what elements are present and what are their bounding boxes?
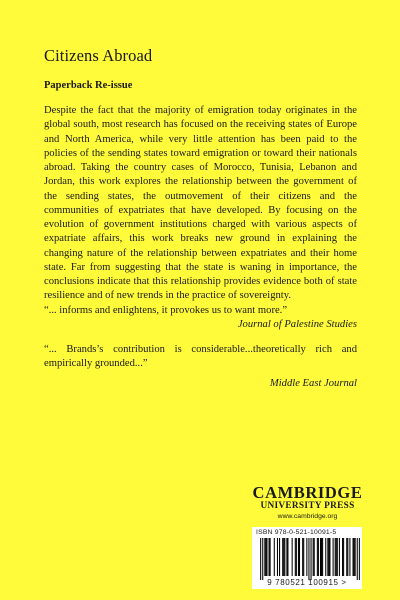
- barcode-bar: [284, 538, 285, 576]
- barcode-bar: [308, 538, 309, 580]
- review-quote-1: [44, 304, 357, 333]
- barcode-bar: [292, 538, 293, 576]
- barcode-bar: [298, 538, 299, 576]
- barcode-bar: [322, 538, 323, 576]
- barcode-bar: [357, 538, 358, 580]
- review-text: “... Brands’s contribution is considerable...theoretically rich and empirically grounded...”: [44, 344, 357, 370]
- barcode-bar: [287, 538, 288, 576]
- barcode-bar: [321, 538, 322, 576]
- barcode-bar: [314, 538, 315, 576]
- isbn-label: ISBN 978-0-521-10091-5: [256, 529, 337, 536]
- barcode-bar: [318, 538, 319, 576]
- barcode-digits: 9 780521 100915 >: [267, 578, 347, 587]
- barcode-bar: [282, 538, 283, 576]
- edition-label: Paperback Re-issue: [44, 80, 133, 91]
- barcode-bar: [359, 538, 360, 580]
- barcode-bar: [354, 538, 355, 576]
- barcode-bar: [274, 538, 275, 576]
- barcode-bar: [295, 538, 296, 576]
- publisher-url: www.cambridge.org: [277, 513, 338, 520]
- barcode-bar: [346, 538, 347, 576]
- barcode-bar: [336, 538, 337, 576]
- barcode-bar: [347, 538, 348, 576]
- barcode-bar: [303, 538, 304, 576]
- barcode-bar: [355, 538, 356, 576]
- barcode-bar: [335, 538, 336, 576]
- barcode-bar: [302, 538, 303, 576]
- review-source: Middle East Journal: [269, 377, 357, 389]
- barcode-bar: [342, 538, 343, 576]
- barcode-bar: [313, 538, 314, 576]
- barcode-bar: [286, 538, 287, 576]
- review-quote-2: [44, 343, 357, 391]
- barcode-bar: [343, 538, 344, 576]
- barcode-bar: [266, 538, 267, 576]
- review-source: Journal of Palestine Studies: [237, 319, 357, 331]
- review-text: “... informs and enlightens, it provokes us to want more.”: [44, 305, 288, 316]
- barcode-bar: [339, 538, 340, 576]
- barcode-bar: [299, 538, 300, 576]
- barcode-bar: [283, 538, 284, 576]
- barcode-bar: [349, 538, 350, 576]
- barcode-bar: [296, 538, 297, 576]
- barcode-bar: [306, 538, 307, 576]
- book-title: Citizens Abroad: [44, 46, 153, 65]
- barcode-bar: [269, 538, 270, 576]
- barcode-bar: [328, 538, 329, 576]
- barcode-icon: [252, 538, 362, 580]
- barcode-bar: [325, 538, 326, 576]
- barcode-bar: [270, 538, 271, 576]
- barcode-bar: [317, 538, 318, 576]
- barcode-bar: [265, 538, 266, 576]
- publisher-logo: [250, 485, 365, 521]
- publisher-name: CAMBRIDGE: [252, 483, 363, 502]
- isbn-barcode: [252, 527, 362, 589]
- barcode-bar: [264, 538, 265, 576]
- barcode-bar: [327, 538, 328, 576]
- barcode-bar: [337, 538, 338, 576]
- book-description: Despite the fact that the majority of emigration today originates in the global south, most research has focused on the receiving states of Europe and North America, while very little attention has been paid to the policies of the sending states toward emigration or toward their nationals abroad. Taking the country cases of Morocco, Tunisia, Lebanon and Jordan, this work explores the relationship between the government of the sending states, the outmovement of their citizens and the communities of expatriates that have developed. By focusing on the evolution of government institutions charged with various aspects of expatriate affairs, this work breaks new ground in explaining the changing nature of the relationship between expatriates and their home state. Far from suggesting that the state is waning in importance, the conclusions indicate that this relationship provides evidence both of state resilience and of new trends in the practice of sovereignty.: [44, 105, 357, 302]
- barcode-bar: [279, 538, 280, 576]
- barcode-bar: [260, 538, 261, 580]
- barcode-bar: [353, 538, 354, 576]
- barcode-bar: [262, 538, 263, 580]
- barcode-bar: [329, 538, 330, 576]
- barcode-bar: [311, 538, 312, 580]
- barcode-bar: [320, 538, 321, 576]
- publisher-subname: UNIVERSITY PRESS: [260, 501, 355, 511]
- barcode-bar: [333, 538, 334, 576]
- barcode-bar: [277, 538, 278, 576]
